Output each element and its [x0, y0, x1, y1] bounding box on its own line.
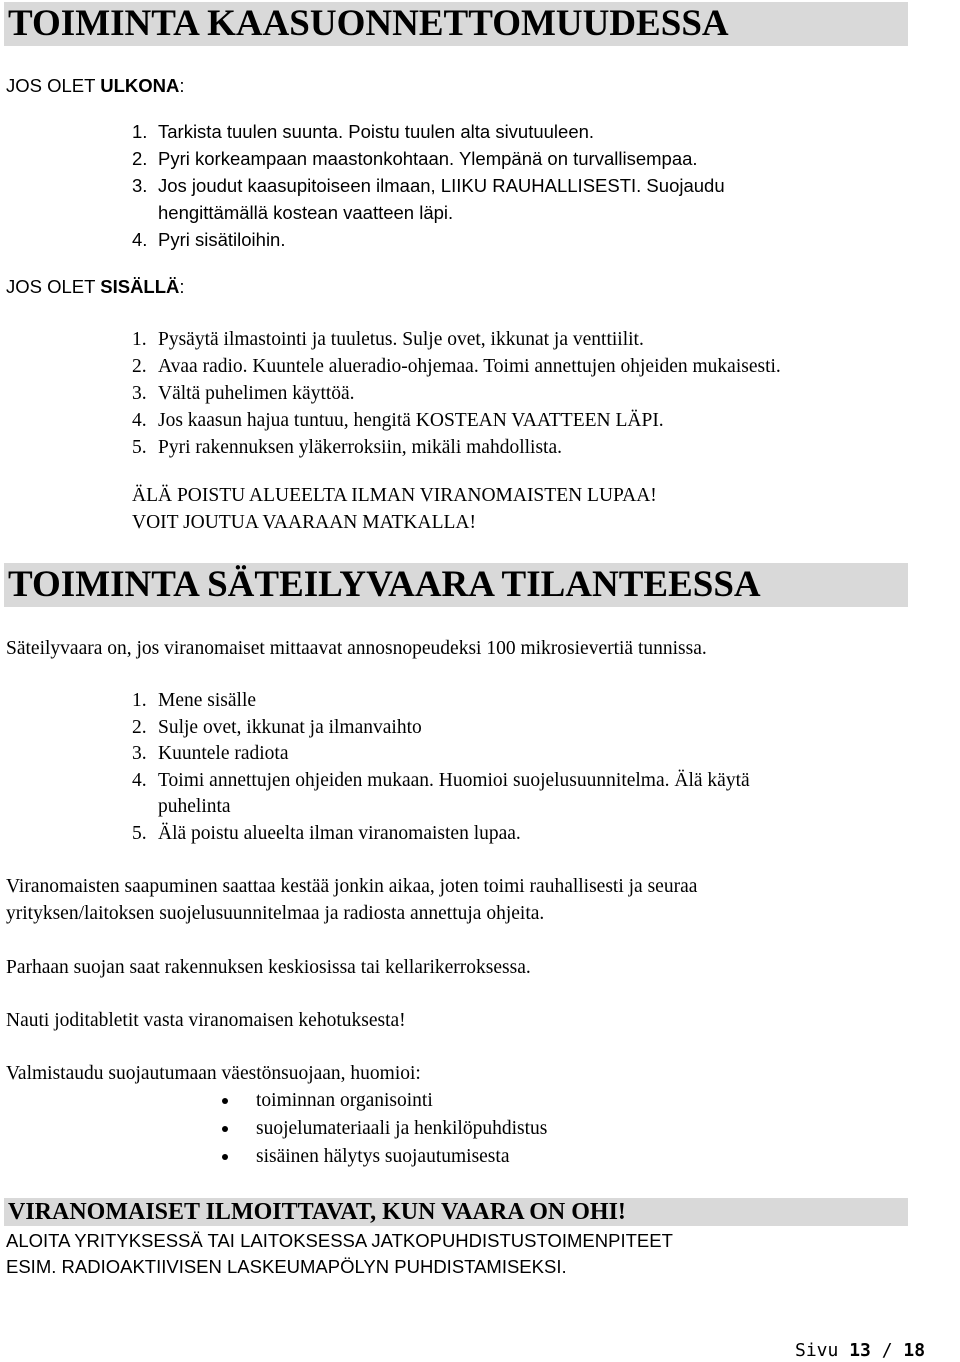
- radiation-section-title: TOIMINTA SÄTEILYVAARA TILANTEESSA: [8, 564, 761, 605]
- item-number: 3.: [132, 383, 147, 404]
- inside-heading-colon: :: [179, 276, 185, 297]
- bullet-icon: [222, 1126, 228, 1132]
- item-number: 3.: [132, 743, 147, 764]
- item-text: Toimi annettujen ohjeiden mukaan. Huomioi suojelusuunnitelma. Älä käytä: [158, 770, 750, 791]
- list-item: [132, 409, 664, 433]
- item-text: Jos kaasun hajua tuntuu, hengitä KOSTEAN VAATTEEN LÄPI.: [158, 410, 664, 431]
- inside-heading-keyword: SISÄLLÄ: [100, 276, 180, 297]
- best-shelter-text: Parhaan suojan saat rakennuksen keskiosissa tai kellarikerroksessa.: [6, 957, 531, 978]
- all-clear-title: VIRANOMAISET ILMOITTAVAT, KUN VAARA ON OHI!: [8, 1199, 626, 1225]
- cleanup-line-2: ESIM. RADIOAKTIIVISEN LASKEUMAPÖLYN PUHDISTAMISEKSI.: [6, 1256, 567, 1277]
- item-number: 5.: [132, 823, 147, 844]
- list-item: [132, 355, 781, 379]
- all-clear-banner: [4, 1198, 908, 1226]
- inside-heading-prefix: JOS OLET: [6, 276, 101, 297]
- item-number: 5.: [132, 437, 147, 458]
- cleanup-line-1: ALOITA YRITYKSESSÄ TAI LAITOKSESSA JATKOPUHDISTUSTOIMENPITEET: [6, 1230, 673, 1251]
- item-number: 2.: [132, 356, 147, 377]
- list-item: [132, 689, 256, 713]
- item-number: 4.: [132, 410, 147, 431]
- total-pages: 18: [903, 1340, 926, 1361]
- outside-heading-colon: :: [179, 75, 185, 96]
- item-text: Jos joudut kaasupitoiseen ilmaan, LIIKU RAUHALLISESTI. Suojaudu: [158, 175, 725, 196]
- list-item: [132, 148, 698, 170]
- item-number: 1.: [132, 690, 147, 711]
- radiation-intro: Säteilyvaara on, jos viranomaiset mittaavat annosnopeudeksi 100 mikrosievertiä tunnissa.: [6, 638, 707, 659]
- item-number: 2.: [132, 717, 147, 738]
- item-text: Tarkista tuulen suunta. Poistu tuulen alta sivutuuleen.: [158, 121, 595, 142]
- warning-no-leave: ÄLÄ POISTU ALUEELTA ILMAN VIRANOMAISTEN LUPAA!: [132, 485, 657, 506]
- item-number: 1.: [132, 121, 148, 142]
- list-item: [132, 769, 750, 793]
- bullet-icon: [222, 1098, 228, 1104]
- list-item: [132, 716, 422, 740]
- current-page: 13: [849, 1340, 871, 1361]
- bullet-item: sisäinen hälytys suojautumisesta: [256, 1146, 510, 1167]
- item-text: Sulje ovet, ikkunat ja ilmanvaihto: [158, 717, 422, 738]
- page-number: [795, 1340, 925, 1361]
- list-item: [132, 229, 286, 251]
- authorities-arrival-line-1: Viranomaisten saapuminen saattaa kestää jonkin aikaa, joten toimi rauhallisesti ja seuraa: [6, 876, 698, 897]
- item-number: 2.: [132, 148, 148, 169]
- list-item: [132, 328, 644, 352]
- page-label: Sivu: [795, 1340, 839, 1361]
- item-text: Pyri korkeampaan maastonkohtaan. Ylempänä on turvallisempaa.: [158, 148, 698, 169]
- outside-heading-keyword: ULKONA: [100, 75, 180, 96]
- bullet-icon: [222, 1154, 228, 1160]
- list-item: [132, 742, 289, 766]
- list-item-continuation: hengittämällä kostean vaatteen läpi.: [158, 202, 454, 223]
- list-item: [132, 121, 594, 143]
- item-text: Avaa radio. Kuuntele alueradio-ohjemaa. Toimi annettujen ohjeiden mukaisesti.: [158, 356, 781, 377]
- item-number: 4.: [132, 229, 148, 250]
- bullet-item: suojelumateriaali ja henkilöpuhdistus: [256, 1118, 548, 1139]
- gas-section-title: TOIMINTA KAASUONNETTOMUUDESSA: [8, 3, 729, 44]
- warning-danger: VOIT JOUTUA VAARAAN MATKALLA!: [132, 512, 476, 533]
- item-text: Pysäytä ilmastointi ja tuuletus. Sulje ovet, ikkunat ja venttiilit.: [158, 329, 644, 350]
- bullet-item: toiminnan organisointi: [256, 1090, 433, 1111]
- list-item: [132, 436, 562, 460]
- inside-heading: [6, 276, 185, 298]
- item-number: 4.: [132, 770, 147, 791]
- item-number: 3.: [132, 175, 148, 196]
- list-item: [132, 382, 355, 406]
- list-item: [132, 175, 725, 197]
- list-item: [132, 822, 521, 846]
- list-item-continuation: puhelinta: [158, 796, 231, 817]
- outside-heading-prefix: JOS OLET: [6, 75, 101, 96]
- item-number: 1.: [132, 329, 147, 350]
- gas-section-banner: [4, 2, 908, 46]
- item-text: Mene sisälle: [158, 690, 257, 711]
- shelter-prepare-text: Valmistaudu suojautumaan väestönsuojaan, huomioi:: [6, 1063, 421, 1084]
- page-separator: /: [881, 1340, 893, 1361]
- radiation-section-banner: [4, 563, 908, 607]
- item-text: Kuuntele radiota: [158, 743, 289, 764]
- item-text: Älä poistu alueelta ilman viranomaisten lupaa.: [158, 823, 521, 844]
- outside-heading: [6, 75, 185, 97]
- authorities-arrival-line-2: yrityksen/laitoksen suojelusuunnitelmaa ja radiosta annettuja ohjeita.: [6, 903, 545, 924]
- item-text: Vältä puhelimen käyttöä.: [158, 383, 355, 404]
- item-text: Pyri rakennuksen yläkerroksiin, mikäli mahdollista.: [158, 437, 563, 458]
- item-text: Pyri sisätiloihin.: [158, 229, 286, 250]
- iodine-text: Nauti joditabletit vasta viranomaisen kehotuksesta!: [6, 1010, 406, 1031]
